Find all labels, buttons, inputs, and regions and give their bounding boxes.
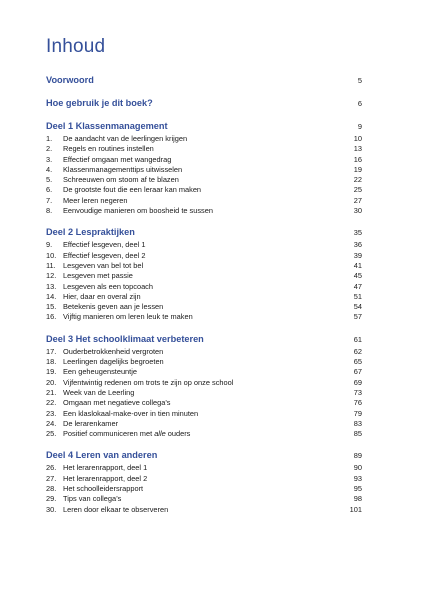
toc-chapter-page: 69 <box>353 377 362 387</box>
toc-chapter-title: Leren door elkaar te observeren <box>63 504 169 514</box>
toc-chapter-number: 16. <box>46 312 57 322</box>
toc-chapter <box>46 196 128 206</box>
toc-entry-front[interactable] <box>46 97 362 110</box>
toc-chapter <box>46 388 134 398</box>
toc-chapter-number: 2. <box>46 144 53 154</box>
toc-chapter-page: 13 <box>353 144 362 154</box>
toc-chapter-number: 21. <box>46 387 57 397</box>
toc-chapter-page: 101 <box>349 504 362 514</box>
toc-chapter <box>46 185 201 195</box>
toc-chapter-title: Een klaslokaal-make-over in tien minuten <box>63 408 199 418</box>
toc-chapter-number: 30. <box>46 504 57 514</box>
toc-chapter-title: Lesgeven van bel tot bel <box>63 260 144 270</box>
toc-part-heading[interactable] <box>46 226 362 239</box>
toc-part-title: Deel 2 Lespraktijken <box>46 227 135 238</box>
toc-part-title: Deel 1 Klassenmanagement <box>46 121 168 131</box>
toc-chapter-row[interactable] <box>46 196 362 206</box>
toc-chapter-title: Leerlingen dagelijks begroeten <box>63 357 164 367</box>
toc-chapter-number: 17. <box>46 346 57 356</box>
toc-chapter-row[interactable] <box>46 429 362 439</box>
toc-chapter <box>46 144 154 154</box>
toc-chapter-title: Ouderbetrokkenheid vergroten <box>63 346 164 356</box>
toc-chapter-page: 95 <box>353 484 362 494</box>
toc-entry-front[interactable] <box>46 74 362 87</box>
toc-chapter-page: 16 <box>353 154 362 164</box>
toc-chapter-number: 26. <box>46 463 57 473</box>
toc-chapter-number: 28. <box>46 484 57 494</box>
toc-chapter <box>46 155 171 165</box>
toc-chapter-number: 15. <box>46 302 57 312</box>
toc-chapter <box>46 261 143 271</box>
toc-chapter-number: 19. <box>46 367 57 377</box>
toc-chapter <box>46 165 182 175</box>
toc-chapter-title: Week van de Leerling <box>63 387 135 397</box>
toc-chapter-number: 27. <box>46 473 57 483</box>
toc-chapter-number: 1. <box>46 134 53 143</box>
toc-chapter-title: Vijfentwintig redenen om trots te zijn op onze school <box>63 377 234 387</box>
toc-chapter-number: 23. <box>46 408 57 418</box>
toc-chapter-title: Het schoolleidersrapport <box>63 484 144 494</box>
toc-chapter <box>46 206 213 216</box>
toc-chapter-title: Vijftig manieren om leren leuk te maken <box>63 312 193 322</box>
toc-chapter <box>46 302 163 312</box>
toc-chapter <box>46 409 198 419</box>
toc-chapter-number: 25. <box>46 429 57 439</box>
toc-chapter <box>46 484 143 494</box>
toc-part-title: Deel 3 Het schoolklimaat verbeteren <box>46 333 204 344</box>
toc-entry-title: Hoe gebruik je dit boek? <box>46 98 153 108</box>
toc-part-page: 9 <box>357 122 362 131</box>
toc-chapter-title: De grootste fout die een leraar kan maken <box>63 185 202 195</box>
toc-part-heading[interactable] <box>46 333 362 346</box>
toc-chapter-number: 10. <box>46 250 57 260</box>
toc-chapter <box>46 282 153 292</box>
toc-chapter-page: 54 <box>353 302 362 312</box>
toc-chapter-page: 36 <box>353 240 362 250</box>
toc-chapter-page: 62 <box>353 346 362 356</box>
toc-part-page: 89 <box>353 451 362 461</box>
toc-chapter-page: 93 <box>353 473 362 483</box>
toc-chapter-row[interactable] <box>46 206 362 216</box>
toc-chapter-number: 11. <box>46 260 56 270</box>
toc-chapter-number: 5. <box>46 175 53 185</box>
toc-chapter-row[interactable] <box>46 398 362 408</box>
toc-chapter-number: 9. <box>46 240 53 250</box>
toc-chapter-row[interactable] <box>46 388 362 398</box>
toc-chapter-page: 25 <box>353 185 362 195</box>
toc-chapter-row[interactable] <box>46 367 362 377</box>
toc-chapter <box>46 494 121 504</box>
toc-chapter-title: Omgaan met negatieve collega’s <box>63 398 171 408</box>
toc-chapter-page: 73 <box>353 387 362 397</box>
toc-chapter-row[interactable] <box>46 165 362 175</box>
toc-chapter-page: 51 <box>353 291 362 301</box>
toc-chapter-row[interactable] <box>46 409 362 419</box>
toc-chapter <box>46 419 118 429</box>
toc-chapter-page: 10 <box>353 134 362 143</box>
toc-chapter-number: 3. <box>46 154 53 164</box>
toc-chapter-page: 90 <box>353 463 362 473</box>
toc-chapter <box>46 271 133 281</box>
toc-chapter-row[interactable] <box>46 312 362 322</box>
toc-chapter-page: 41 <box>353 260 362 270</box>
toc-chapter-title: Effectief lesgeven, deel 2 <box>63 250 146 260</box>
toc-chapter-page: 45 <box>353 271 362 281</box>
toc-chapter <box>46 378 233 388</box>
toc-part-heading[interactable] <box>46 120 362 133</box>
toc-chapter-title: Positief communiceren met alle ouders <box>63 429 191 439</box>
toc-chapter-page: 27 <box>353 195 362 205</box>
toc-entry-title: Voorwoord <box>46 75 94 85</box>
toc-chapter-page: 67 <box>353 367 362 377</box>
toc-part-page: 61 <box>353 334 362 344</box>
toc-chapter-title: De aandacht van de leerlingen krijgen <box>63 134 188 143</box>
toc-chapter <box>46 367 137 377</box>
toc-chapter-page: 22 <box>353 175 362 185</box>
toc-chapter <box>46 429 190 439</box>
toc-chapter-number: 12. <box>46 271 57 281</box>
toc-chapter-number: 22. <box>46 398 57 408</box>
toc-chapter-page: 83 <box>353 418 362 428</box>
toc-chapter-title: Meer leren negeren <box>63 195 128 205</box>
toc-chapter-row[interactable] <box>46 251 362 261</box>
toc-chapter-title: Klassenmanagementtips uitwisselen <box>63 164 183 174</box>
toc-entry-page: 6 <box>357 99 362 108</box>
toc-chapter-page: 19 <box>353 164 362 174</box>
toc-chapter-row[interactable] <box>46 474 362 484</box>
toc-chapter-page: 47 <box>353 281 362 291</box>
toc-chapter-row[interactable] <box>46 292 362 302</box>
toc-chapter <box>46 134 187 144</box>
toc-chapter <box>46 398 171 408</box>
toc-chapter <box>46 474 147 484</box>
toc-chapter-title: Effectief lesgeven, deel 1 <box>63 240 146 250</box>
toc-chapter-page: 39 <box>353 250 362 260</box>
toc-chapter-page: 76 <box>353 398 362 408</box>
toc-chapter-title: Tips van collega’s <box>63 494 122 504</box>
toc-chapter-number: 6. <box>46 185 53 195</box>
toc-chapter-number: 29. <box>46 494 57 504</box>
toc-chapter-page: 30 <box>353 206 362 216</box>
toc-chapter-row[interactable] <box>46 419 362 429</box>
toc-chapter <box>46 347 163 357</box>
toc-chapter-row[interactable] <box>46 505 362 515</box>
toc-chapter-row[interactable] <box>46 484 362 494</box>
toc-chapter-row[interactable] <box>46 302 362 312</box>
toc-chapter-row[interactable] <box>46 144 362 154</box>
toc-chapter-number: 24. <box>46 418 57 428</box>
toc-chapter-number: 4. <box>46 164 53 174</box>
toc-chapter-number: 13. <box>46 281 57 291</box>
toc-part-title: Deel 4 Leren van anderen <box>46 450 158 461</box>
toc-chapter <box>46 251 145 261</box>
toc-chapter-row[interactable] <box>46 378 362 388</box>
toc-chapter-page: 79 <box>353 408 362 418</box>
toc-chapter-row[interactable] <box>46 261 362 271</box>
toc-chapter <box>46 292 141 302</box>
toc-chapter-number: 7. <box>46 195 53 205</box>
toc-part-heading[interactable] <box>46 449 362 462</box>
toc-chapter-title: Effectief omgaan met wangedrag <box>63 154 172 164</box>
toc-chapter-row[interactable] <box>46 271 362 281</box>
toc-chapter-page: 98 <box>353 494 362 504</box>
toc-chapter-row[interactable] <box>46 282 362 292</box>
toc-chapter-title: Schreeuwen om stoom af te blazen <box>63 175 179 185</box>
toc-chapter-page: 57 <box>353 312 362 322</box>
toc-chapter-row[interactable] <box>46 134 362 144</box>
toc-chapter-title: Een geheugensteuntje <box>63 367 137 377</box>
toc-chapter <box>46 312 193 322</box>
toc-chapter-number: 8. <box>46 206 53 216</box>
toc-chapter-title: Lesgeven met passie <box>63 271 133 281</box>
toc-chapter <box>46 240 145 250</box>
toc-chapter-row[interactable] <box>46 347 362 357</box>
toc-chapter <box>46 463 147 473</box>
toc-chapter-number: 20. <box>46 377 57 387</box>
toc-chapter-title: Lesgeven als een topcoach <box>63 281 153 291</box>
toc-chapter-title: Eenvoudige manieren om boosheid te sussen <box>63 206 213 216</box>
toc-chapter-page: 85 <box>353 429 362 439</box>
toc-chapter-row[interactable] <box>46 357 362 367</box>
toc-chapter-title: Regels en routines instellen <box>63 144 154 154</box>
toc-chapter-row[interactable] <box>46 240 362 250</box>
toc-chapter-title: De lerarenkamer <box>63 418 119 428</box>
toc-chapter <box>46 175 179 185</box>
toc-chapter-row[interactable] <box>46 463 362 473</box>
toc-part-page: 35 <box>353 228 362 238</box>
toc-chapter-row[interactable] <box>46 494 362 504</box>
toc-chapter-row[interactable] <box>46 155 362 165</box>
toc-chapter-title: Het lerarenrapport, deel 1 <box>63 463 148 473</box>
toc-chapter-page: 65 <box>353 357 362 367</box>
page-title: Inhoud <box>46 36 106 57</box>
toc-chapter <box>46 357 164 367</box>
toc-chapter-title: Betekenis geven aan je lessen <box>63 302 164 312</box>
toc-chapter-number: 14. <box>46 291 57 301</box>
toc-chapter <box>46 505 168 515</box>
toc-chapter-row[interactable] <box>46 175 362 185</box>
toc-chapter-number: 18. <box>46 357 57 367</box>
toc-chapter-title: Het lerarenrapport, deel 2 <box>63 473 148 483</box>
table-of-contents <box>46 74 362 515</box>
toc-chapter-row[interactable] <box>46 185 362 195</box>
toc-chapter-title: Hier, daar en overal zijn <box>63 291 141 301</box>
toc-entry-page: 5 <box>357 76 362 85</box>
